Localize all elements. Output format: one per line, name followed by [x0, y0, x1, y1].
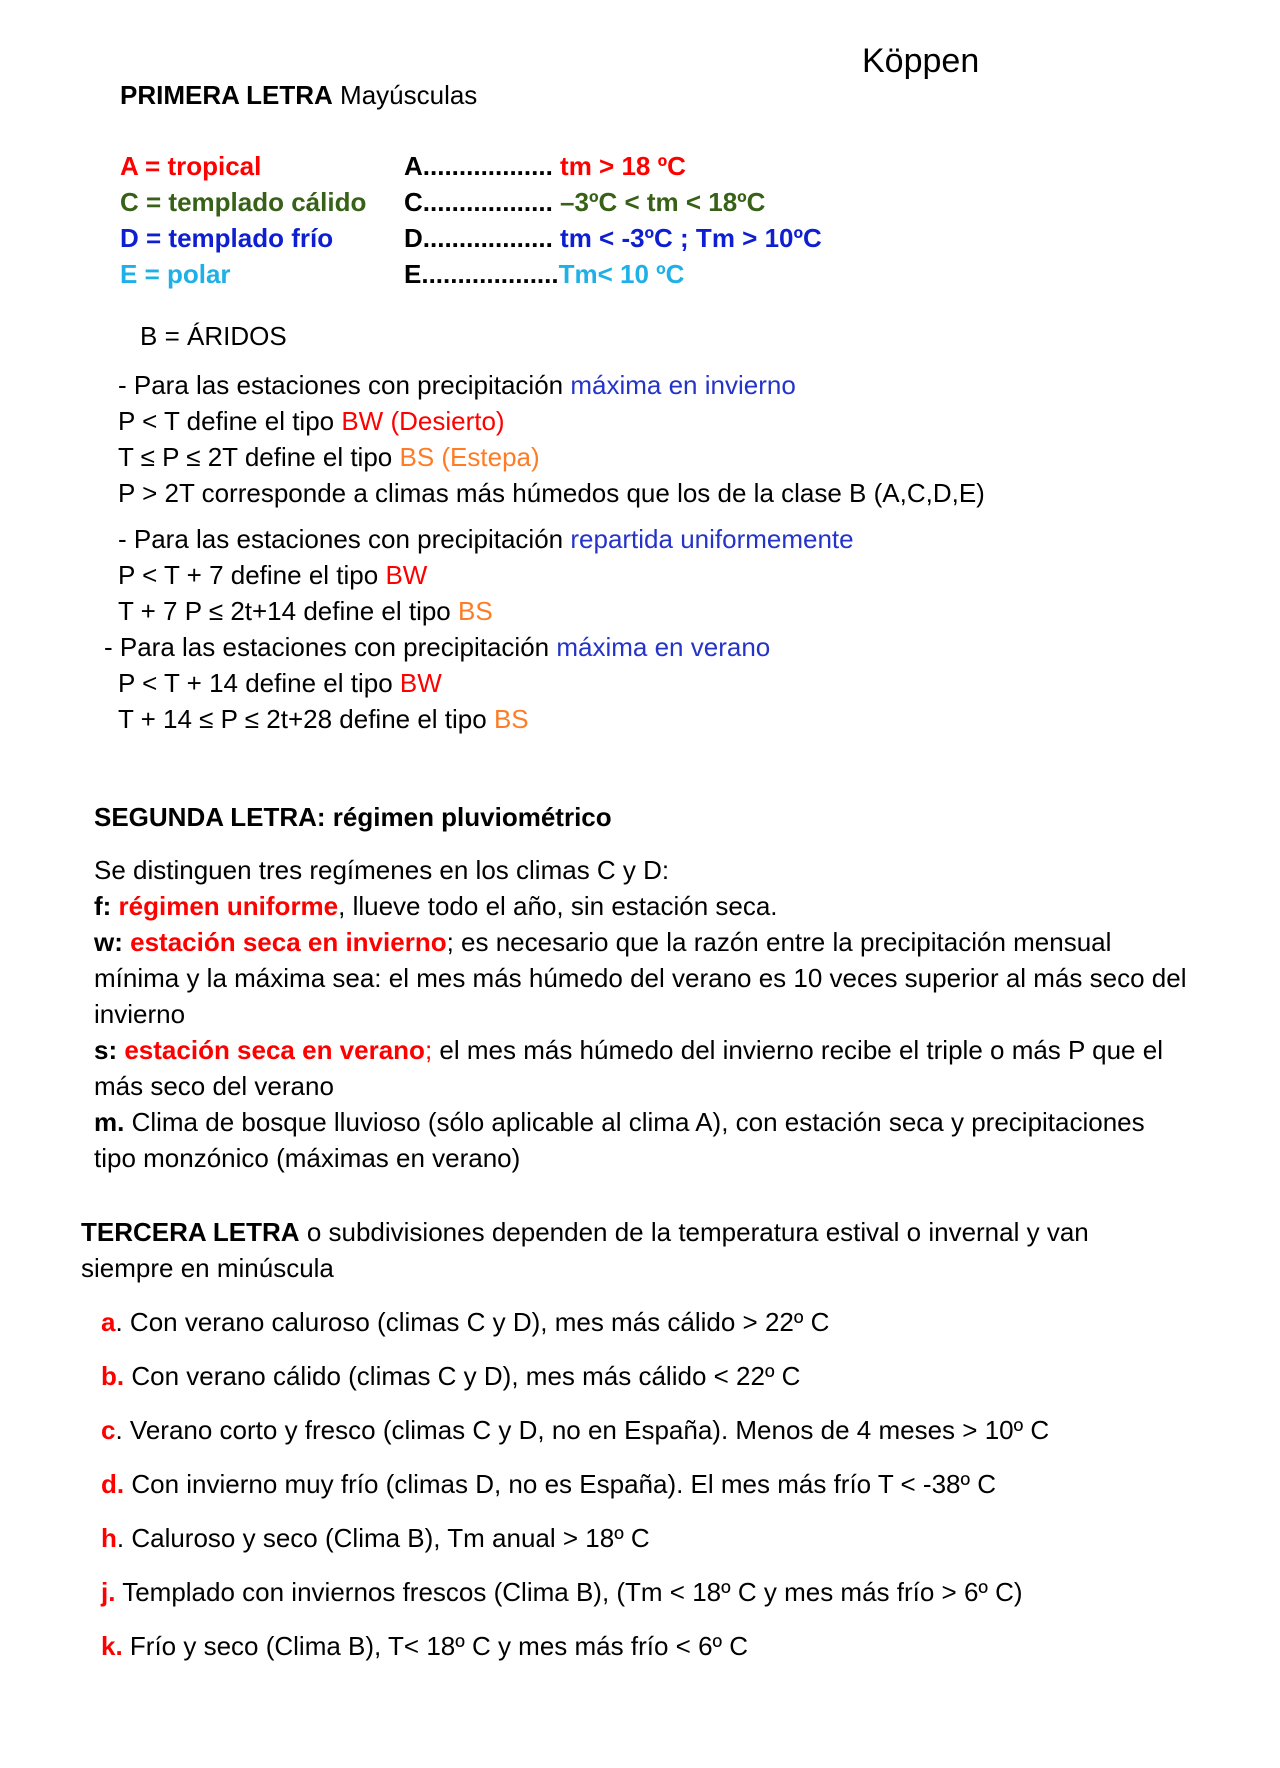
regime-s: s: estación seca en verano; el mes más húmedo del invierno recibe el triple o más P que el [94, 1035, 1163, 1065]
b-line-6: P < T + 7 define el tipo BW [118, 560, 428, 590]
regime-m-line2: tipo monzónico (máximas en verano) [94, 1143, 521, 1173]
subdivision-h: h. Caluroso y seco (Clima B), Tm anual > 18º C [101, 1523, 650, 1553]
b-line-9: P < T + 14 define el tipo BW [118, 668, 442, 698]
b-line-8: - Para las estaciones con precipitación máxima en verano [104, 632, 771, 662]
b-line-2: P < T define el tipo BW (Desierto) [118, 406, 505, 436]
tercera-heading-line: TERCERA LETRA o subdivisiones dependen de la temperatura estival o invernal y van [81, 1217, 1089, 1247]
regime-w-line3: invierno [94, 999, 186, 1029]
b-aridos-heading: B = ÁRIDOS [140, 321, 287, 351]
group-label-c: C = templado cálido [120, 187, 367, 217]
group-rule-c: C.................. –3ºC < tm < 18ºC [404, 187, 766, 217]
segunda-heading: SEGUNDA LETRA: régimen pluviométrico [94, 802, 612, 832]
regime-w-line2: mínima y la máxima sea: el mes más húmedo del verano es 10 veces superior al más seco del [94, 963, 1187, 993]
b-line-10: T + 14 ≤ P ≤ 2t+28 define el tipo BS [118, 704, 529, 734]
subdivision-a: a. Con verano caluroso (climas C y D), mes más cálido > 22º C [101, 1307, 830, 1337]
primera-heading-line [120, 82, 477, 108]
regime-s-line2: más seco del verano [94, 1071, 334, 1101]
subdivision-j: j. Templado con inviernos frescos (Clima B), (Tm < 18º C y mes más frío > 6º C) [101, 1577, 1023, 1607]
segunda-intro: Se distinguen tres regímenes en los climas C y D: [94, 855, 670, 885]
primera-heading: PRIMERA LETRA [120, 80, 333, 110]
tercera-line2: siempre en minúscula [81, 1253, 334, 1283]
group-label-d: D = templado frío [120, 223, 334, 253]
b-line-1: - Para las estaciones con precipitación máxima en invierno [118, 370, 796, 400]
group-rule-e: E...................Tm< 10 ºC [404, 259, 685, 289]
group-rule-d: D.................. tm < -3ºC ; Tm > 10ºC [404, 223, 822, 253]
group-label-e: E = polar [120, 259, 231, 289]
regime-f: f: régimen uniforme, llueve todo el año, sin estación seca. [94, 891, 778, 921]
b-line-3: T ≤ P ≤ 2T define el tipo BS (Estepa) [118, 442, 540, 472]
tercera-heading: TERCERA LETRA [81, 1217, 300, 1247]
subdivision-d: d. Con invierno muy frío (climas D, no es España). El mes más frío T < -38º C [101, 1469, 997, 1499]
page-title: Köppen [862, 42, 980, 80]
subdivision-c: c. Verano corto y fresco (climas C y D, no en España). Menos de 4 meses > 10º C [101, 1415, 1050, 1445]
primera-subheading: Mayúsculas [332, 80, 478, 110]
subdivision-b: b. Con verano cálido (climas C y D), mes más cálido < 22º C [101, 1361, 801, 1391]
group-label-a: A = tropical [120, 151, 262, 181]
b-line-4: P > 2T corresponde a climas más húmedos que los de la clase B (A,C,D,E) [118, 478, 985, 508]
regime-w: w: estación seca en invierno; es necesario que la razón entre la precipitación mensual [94, 927, 1112, 957]
b-line-7: T + 7 P ≤ 2t+14 define el tipo BS [118, 596, 493, 626]
b-line-5: - Para las estaciones con precipitación repartida uniformemente [118, 524, 854, 554]
subdivision-k: k. Frío y seco (Clima B), T< 18º C y mes más frío < 6º C [101, 1631, 749, 1661]
group-rule-a: A.................. tm > 18 ºC [404, 151, 686, 181]
regime-m: m. Clima de bosque lluvioso (sólo aplicable al clima A), con estación seca y precipitaciones [94, 1107, 1145, 1137]
